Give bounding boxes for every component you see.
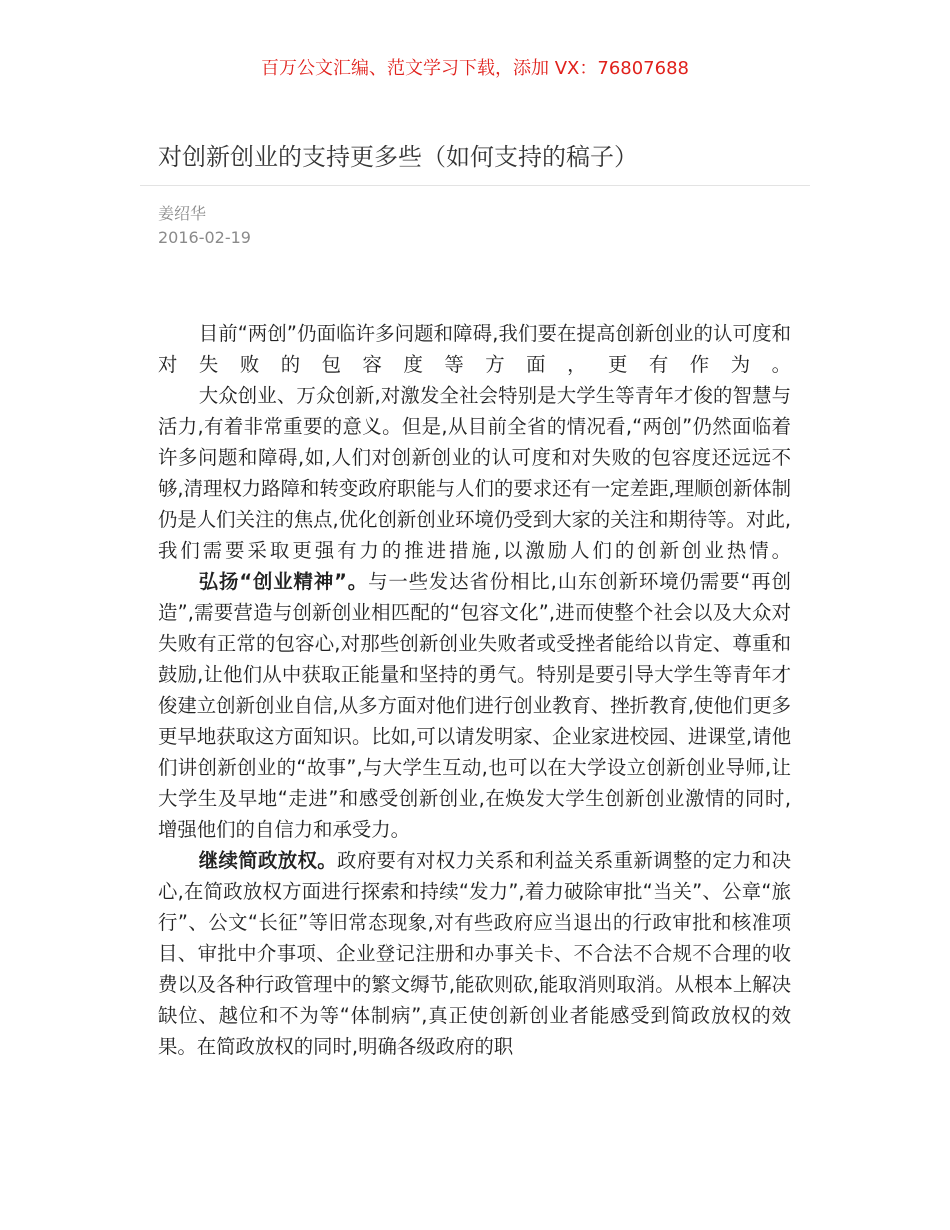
paragraph-lead: 继续简政放权。 [198, 849, 338, 872]
article-title: 对创新创业的支持更多些（如何支持的稿子） [158, 143, 638, 171]
article-paragraph [158, 566, 791, 845]
article-body [158, 318, 791, 1062]
paragraph-lead: 弘扬“创业精神”。 [198, 570, 369, 593]
title-divider [140, 185, 810, 186]
article-paragraph [158, 318, 791, 380]
article-paragraph [158, 380, 791, 566]
paragraph-text: 与一些发达省份相比,山东创新环境仍需要“再创造”,需要营造与创新创业相匹配的“包容文化”,进而使整个社会以及大众对失败有正常的包容心,对那些创新创业失败者或受挫者能给以肯定、尊重和鼓励,让他们从中获取正能量和坚持的勇气。特别是要引导大学生等青年才俊建立创新创业自信,从多方面对他们进行创业教育、挫折教育,使他们更多更早地获取这方面知识。比如,可以请发明家、企业家进校园、进课堂,请他们讲创新创业的“故事”,与大学生互动,也可以在大学设立创新创业导师,让大学生及早地“走进”和感受创新创业,在焕发大学生创新创业激情的同时,增强他们的自信力和承受力。 [158, 570, 791, 841]
paragraph-text: 目前“两创”仍面临许多问题和障碍,我们要在提高创新创业的认可度和对失败的包容度等方面，更有作为。 [158, 322, 791, 376]
paragraph-text: 大众创业、万众创新,对激发全社会特别是大学生等青年才俊的智慧与活力,有着非常重要的意义。但是,从目前全省的情况看,“两创”仍然面临着许多问题和障碍,如,人们对创新创业的认可度和对失败的包容度还远远不够,清理权力路障和转变政府职能与人们的要求还有一定差距,理顺创新体制仍是人们关注的焦点,优化创新创业环境仍受到大家的关注和期待等。对此,我们需要采取更强有力的推进措施,以激励人们的创新创业热情。 [158, 384, 791, 562]
article-author: 姜绍华 [158, 204, 207, 223]
article-paragraph [158, 845, 791, 1062]
article-date: 2016-02-19 [158, 228, 251, 247]
paragraph-text: 政府要有对权力关系和利益关系重新调整的定力和决心,在简政放权方面进行探索和持续“发力”,着力破除审批“当关”、公章“旅行”、公文“长征”等旧常态现象,对有些政府应当退出的行政审批和核准项目、审批中介事项、企业登记注册和办事关卡、不合法不合规不合理的收费以及各种行政管理中的繁文缛节,能砍则砍,能取消则取消。从根本上解决缺位、越位和不为等“体制病”,真正使创新创业者能感受到简政放权的效果。在简政放权的同时,明确各级政府的职 [158, 849, 792, 1058]
watermark-banner: 百万公文汇编、范文学习下载，添加 VX：76807688 [261, 58, 689, 79]
